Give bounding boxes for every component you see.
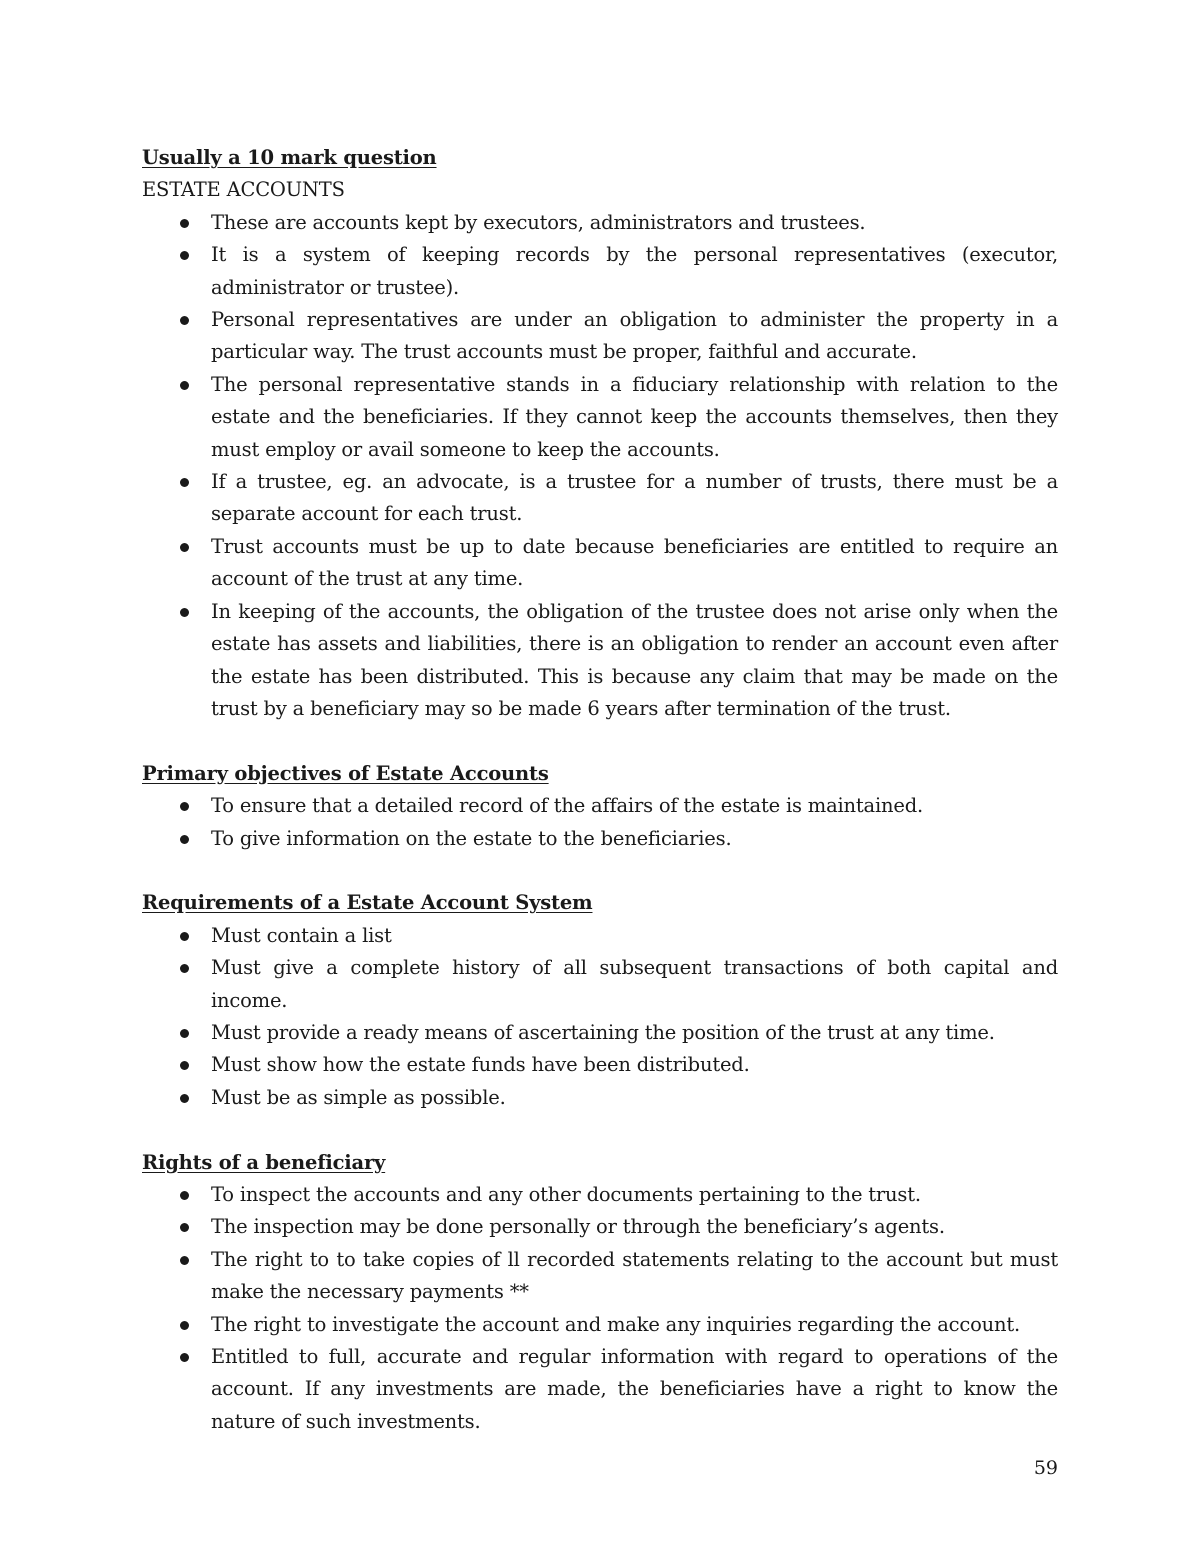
list-item xyxy=(142,531,1058,596)
bullet-icon xyxy=(180,1061,189,1070)
bullet-icon xyxy=(180,1191,189,1200)
list-item-text: Must contain a list xyxy=(211,923,392,947)
list-item-text: The inspection may be done personally or through the beneficiary’s agents. xyxy=(211,1215,945,1239)
section-estate-accounts xyxy=(142,142,1058,725)
list-item-text: Entitled to full, accurate and regular information with regard to operations of the account. If any investments are made, the beneficiaries have a right to know the nature of such investments. xyxy=(211,1344,1058,1433)
bullet-icon xyxy=(180,932,189,941)
bullet-icon xyxy=(180,608,189,617)
list-item xyxy=(142,304,1058,369)
list-item-text: The right to to take copies of ll recorded statements relating to the account but must make the necessary payments ** xyxy=(211,1247,1058,1304)
bullet-icon xyxy=(180,1256,189,1265)
list-item xyxy=(142,790,1058,822)
list-item-text: In keeping of the accounts, the obligation of the trustee does not arise only when the estate has assets and liabilities, there is an obligation to render an account even after the estate has been distributed. This is because any claim that may be made on the trust by a beneficiary may so be made 6 years after termination of the trust. xyxy=(211,599,1058,720)
question-note-heading: Usually a 10 mark question xyxy=(142,146,437,169)
requirements-list xyxy=(142,920,1058,1114)
list-item-text: It is a system of keeping records by the personal representatives (executor, administrator or trustee). xyxy=(211,243,1058,299)
list-item-text: These are accounts kept by executors, administrators and trustees. xyxy=(211,210,866,234)
bullet-icon xyxy=(180,1321,189,1330)
list-item-text: If a trustee, eg. an advocate, is a trustee for a number of trusts, there must be a separate account for each trust. xyxy=(211,470,1058,526)
list-item-text: To ensure that a detailed record of the affairs of the estate is maintained. xyxy=(211,794,923,818)
list-item-text: The personal representative stands in a fiduciary relationship with relation to the estate and the beneficiaries. If they cannot keep the accounts themselves, then they must employ or avail someone to keep the accounts. xyxy=(211,372,1058,461)
section-spacer xyxy=(142,855,1058,887)
estate-accounts-title: ESTATE ACCOUNTS xyxy=(142,178,345,202)
list-item xyxy=(142,369,1058,466)
bullet-icon xyxy=(180,835,189,844)
list-item xyxy=(142,466,1058,531)
requirements-heading: Requirements of a Estate Account System xyxy=(142,891,593,915)
list-item-text: Must give a complete history of all subsequent transactions of both capital and income. xyxy=(211,956,1058,1012)
list-item xyxy=(142,823,1058,855)
list-item xyxy=(142,1049,1058,1081)
section-requirements xyxy=(142,887,1058,1114)
beneficiary-rights-list xyxy=(142,1179,1058,1438)
list-item-text: Must provide a ready means of ascertaining the position of the trust at any time. xyxy=(211,1020,995,1044)
bullet-icon xyxy=(180,381,189,390)
list-item-text: Must be as simple as possible. xyxy=(211,1085,506,1109)
list-item-text: The right to investigate the account and make any inquiries regarding the account. xyxy=(211,1312,1020,1336)
bullet-icon xyxy=(180,1223,189,1232)
list-item-text: Personal representatives are under an obligation to administer the property in a particular way. The trust accounts must be proper, faithful and accurate. xyxy=(211,308,1058,364)
list-item xyxy=(142,1341,1058,1438)
page-content xyxy=(142,142,1058,1438)
section-spacer xyxy=(142,725,1058,757)
bullet-icon xyxy=(180,219,189,228)
list-item xyxy=(142,1211,1058,1243)
list-item-text: To inspect the accounts and any other documents pertaining to the trust. xyxy=(211,1182,921,1206)
list-item xyxy=(142,239,1058,304)
list-item xyxy=(142,1082,1058,1114)
list-item xyxy=(142,952,1058,1017)
bullet-icon xyxy=(180,316,189,325)
bullet-icon xyxy=(180,802,189,811)
list-item-text: To give information on the estate to the beneficiaries. xyxy=(211,826,732,850)
beneficiary-rights-heading: Rights of a beneficiary xyxy=(142,1150,386,1174)
primary-objectives-heading: Primary objectives of Estate Accounts xyxy=(142,761,549,785)
list-item xyxy=(142,207,1058,239)
list-item-text: Must show how the estate funds have been distributed. xyxy=(211,1053,750,1077)
list-item-text: Trust accounts must be up to date because beneficiaries are entitled to require an account of the trust at any time. xyxy=(211,534,1058,591)
primary-objectives-list xyxy=(142,790,1058,855)
list-item xyxy=(142,1179,1058,1211)
bullet-icon xyxy=(180,1094,189,1103)
estate-accounts-list xyxy=(142,207,1058,726)
list-item xyxy=(142,596,1058,726)
bullet-icon xyxy=(180,251,189,260)
bullet-icon xyxy=(180,478,189,487)
list-item xyxy=(142,920,1058,952)
section-beneficiary-rights xyxy=(142,1147,1058,1439)
section-primary-objectives xyxy=(142,758,1058,855)
page-number: 59 xyxy=(1033,1457,1058,1479)
bullet-icon xyxy=(180,543,189,552)
list-item xyxy=(142,1244,1058,1309)
bullet-icon xyxy=(180,1029,189,1038)
section-spacer xyxy=(142,1114,1058,1146)
bullet-icon xyxy=(180,1353,189,1362)
bullet-icon xyxy=(180,964,189,973)
list-item xyxy=(142,1309,1058,1341)
list-item xyxy=(142,1017,1058,1049)
